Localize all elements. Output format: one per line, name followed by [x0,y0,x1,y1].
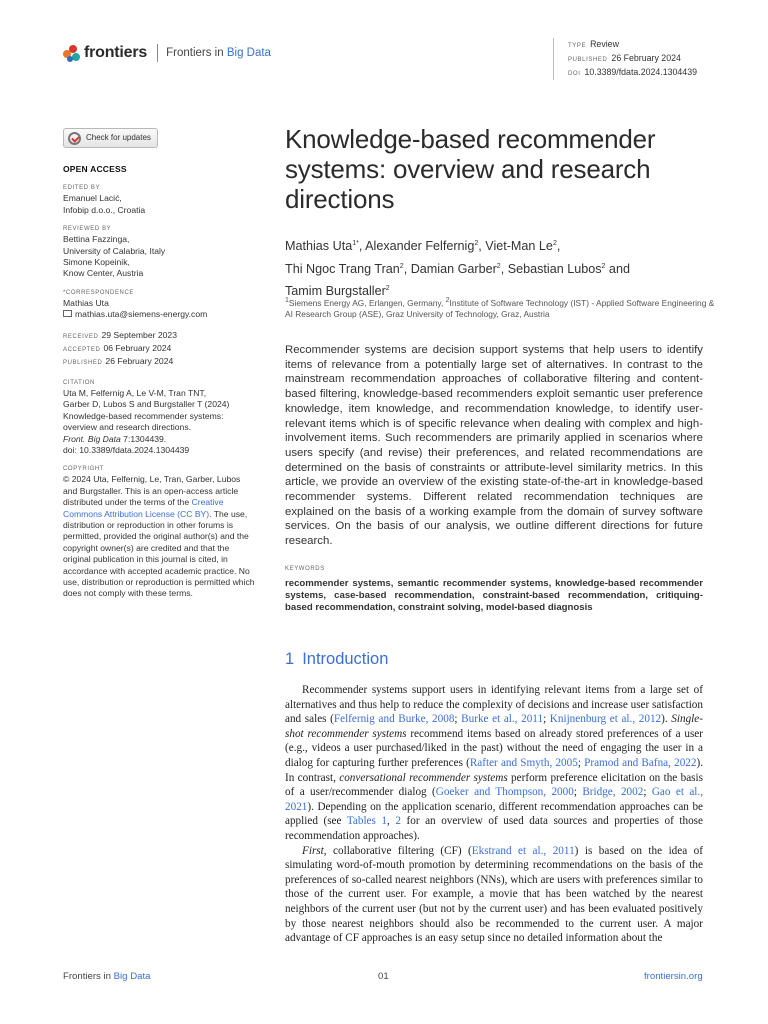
citation-doi[interactable]: doi: 10.3389/fdata.2024.1304439 [63,444,190,455]
meta-published: PUBLISHED 26 February 2024 [568,53,681,63]
author-name[interactable]: Viet-Man Le [485,239,553,254]
citation-link[interactable]: Tables 1 [346,815,388,828]
affiliations: $^1$Siemens Energy AG, Erlangen, Germany, $^2$Institute of Software Technology (IST) - Applied Software Engineering & AI Research Group (ASE), Graz University of Technology, Graz, Austria [285,297,715,319]
author-list: Mathias Uta$^{1*}$, Alexander Felfernig$^2$, Viet-Man Le$^2$, Thi Ngoc Trang Tran$^2$, Damian Garber$^2$, Sebastian Lubos$^2$ and Tamim Burgstaller$^2$ [285,239,630,299]
copyright-text: © 2024 Uta, Felfernig, Le, Tran, Garber, Lubos and Burgstaller. This is an open-access article distributed under the terms of the Creative Commons Attribution License (CC BY). The use, distribution or reproduction in other forums is permitted, provided the original author(s) and the copyright owner(s) are credited and that the original publication in this journal is cited, in accordance with accepted academic practice. No use, distribution or reproduction is permitted which does not comply with these terms. [63,474,255,599]
footer-site-link[interactable]: frontiersin.org [644,971,703,982]
logo-divider [157,44,158,62]
edited-by-label: EDITED BY [63,185,101,192]
citation-line: Garber D, Lubos S and Burgstaller T (2024) [63,399,230,410]
citation-link[interactable]: Rafter and Smyth, 2005 [469,756,578,769]
received-date: RECEIVED 29 September 2023 [63,329,177,340]
reviewer-affiliation: University of Calabria, Italy [63,245,166,256]
editor-name: Emanuel Lacić, [63,193,122,204]
citation-line: overview and research directions. [63,422,192,433]
open-access-label: OPEN ACCESS [63,164,127,174]
article-info-sidebar [63,128,255,600]
meta-doi[interactable]: DOI 10.3389/fdata.2024.1304439 [568,67,697,77]
correspondence-email-row[interactable] [63,309,255,320]
footer-journal[interactable]: Frontiers in Big Data [63,971,151,982]
citation-link[interactable]: Ekstrand et al., 2011 [471,844,575,857]
citation-line: Knowledge-based recommender systems: [63,410,224,421]
author-name[interactable]: Alexander Felfernig [365,239,475,254]
citation-link[interactable]: Felfernig and Burke, 2008 [333,713,455,726]
meta-type: TYPE Review [568,39,619,49]
citation-link[interactable]: Goeker and Thompson, 2000 [435,786,574,799]
reviewed-by-label: REVIEWED BY [63,226,112,233]
paragraph: First, collaborative filtering (CF) (Ekstrand et al., 2011) is based on the idea of simulating word-of-mouth promotion by determining recommendations on the basis of the preferences of so-called nearest neighbors (NNs), which are users with preferences similar to those of the current user. For example, a movie that has been watched by the nearest neighbors of the current user (but not by the current user) and has been evaluated positively by those nearest neighbors should also be recommended to the current user. A major advantage of CF approaches is an easy setup since no detailed information about the [285,844,703,945]
editor-affiliation: Infobip d.o.o., Croatia [63,204,146,215]
correspondence-name: Mathias Uta [63,297,109,308]
citation-journal-line: Front. Big Data 7:1304439. [63,433,167,444]
frontiers-logo[interactable] [63,44,271,62]
section-heading-introduction: 1 Introduction [285,650,389,668]
license-link[interactable]: Creative Commons Attribution License (CC BY) [63,497,224,519]
author-name[interactable]: Sebastian Lubos [507,261,602,276]
frontiers-logo-icon [63,45,80,62]
reviewer-name: Bettina Fazzinga, [63,234,130,245]
author-name[interactable]: Thi Ngoc Trang Tran [285,261,400,276]
author-name[interactable]: Tamim Burgstaller [285,284,386,299]
logo-wordmark: frontiers [84,44,148,61]
citation-label: CITATION [63,379,95,386]
update-check-icon [68,132,81,145]
citation-link[interactable]: Knijnenburg et al., 2012 [549,713,662,726]
page-number: 01 [378,971,389,982]
citation-link[interactable]: 2 [395,815,401,828]
article-meta [553,38,697,80]
author-name[interactable]: Mathias Uta [285,239,353,254]
journal-name[interactable]: Frontiers in Big Data [166,47,271,59]
citation-link[interactable]: Pramod and Bafna, 2022 [584,756,697,769]
published-date: PUBLISHED 26 February 2024 [63,356,174,367]
correspondence-label: *CORRESPONDENCE [63,289,135,296]
paragraph: Recommender systems support users in identifying relevant items from a large set of alternatives and thus help to reduce the complexity of decisions and increase user satisfaction and sales (Felfernig and Burke, 2008; Burke et al., 2011; Knijnenburg et al., 2012). Single-shot recommender systems recommend items based on already stored preferences of a user (e.g., videos a user purchased/liked in the past) without the need of engaging the user in a dialog for capturing further preferences (Rafter and Smyth, 2005; Pramod and Bafna, 2022). In contrast, conversational recommender systems perform preference elicitation on the basis of a user/recommender dialog (Goeker and Thompson, 2000; Bridge, 2002; Gao et al., 2021). Depending on the application scenario, different recommendation approaches can be applied (see Tables 1, 2 for an overview of used data sources and properties of those recommendation approaches). [285,684,704,842]
accepted-date: ACCEPTED 06 February 2024 [63,343,172,354]
citation-link[interactable]: Burke et al., 2011 [461,713,544,726]
abstract: Recommender systems are decision support systems that help users to identify items of relevance from a potentially large set of alternatives. In contrast to the mainstream recommendation approaches of collaborative filtering and content-based filtering, knowledge-based recommenders exploit semantic user preference knowledge, item knowledge, and recommendation knowledge, to identify user-relevant items which is of specific relevance when dealing with complex and high-involvement items. Such recommenders are primarily applied in scenarios where users specify (and revise) their preferences, and related recommendations are determined on the basis of constraints or attribute-level similarity metrics. In this article, we provide an overview of the existing state-of-the-art in knowledge-based recommender systems. Different related recommendation techniques are explained on the basis of a working example from the domain of survey software services. On the basis of our analysis, we outline different directions for future research. [285,344,703,548]
article-title: Knowledge-based recommender systems: overview and research directions [285,124,656,214]
reviewer-name: Simone Kopeinik, [63,257,130,268]
correspondence-email[interactable]: mathias.uta@siemens-energy.com [75,309,208,320]
check-for-updates-button[interactable] [63,128,158,148]
keywords-label: KEYWORDS [285,566,325,572]
keywords: recommender systems, semantic recommender systems, knowledge-based recommender systems, case-based recommendation, constraint-based recommendation, critiquing-based recommendation, constraint solving, model-based diagnosis [285,578,703,614]
body-text [285,683,703,946]
author-name[interactable]: Damian Garber [410,261,497,276]
citation-link[interactable]: Bridge, 2002 [582,786,644,799]
copyright-label: COPYRIGHT [63,466,105,473]
check-for-updates-label: Check for updates [86,133,151,143]
reviewer-affiliation: Know Center, Austria [63,268,144,279]
mail-icon [63,310,72,317]
citation-line: Uta M, Felfernig A, Le V-M, Tran TNT, [63,387,207,398]
citation-link[interactable]: Gao et al., 2021 [285,786,703,813]
